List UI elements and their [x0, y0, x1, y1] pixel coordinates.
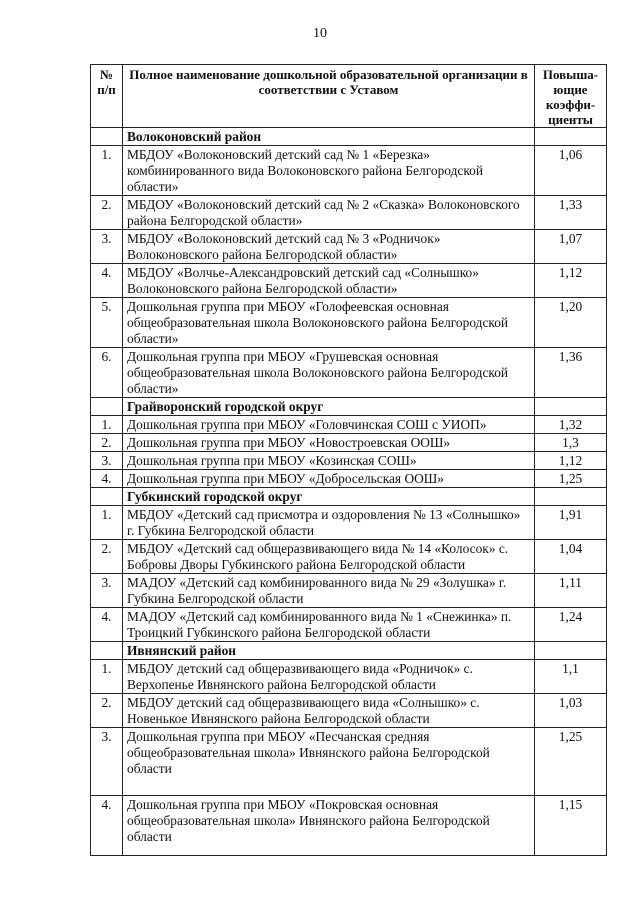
coefficient-value: 1,91	[535, 506, 607, 540]
header-name: Полное наименование дошкольной образовательной организации в соответствии с Уставом	[123, 65, 535, 128]
organization-name: МБДОУ «Детский сад присмотра и оздоровления № 13 «Солнышко» г. Губкина Белгородской области	[123, 506, 535, 540]
section-title: Губкинский городской округ	[123, 488, 535, 506]
row-number: 3.	[91, 728, 123, 796]
organization-name: МБДОУ «Волоконовский детский сад № 3 «Родничок» Волоконовского района Белгородской области»	[123, 230, 535, 264]
table-row	[91, 434, 607, 452]
section-num-cell	[91, 642, 123, 660]
table-row	[91, 506, 607, 540]
organization-name: Дошкольная группа при МБОУ «Новостроевская ООШ»	[123, 434, 535, 452]
table-row	[91, 574, 607, 608]
row-number: 4.	[91, 470, 123, 488]
organization-name: Дошкольная группа при МБОУ «Песчанская средняя общеобразовательная школа» Ивнянского района Белгородской области	[123, 728, 535, 796]
organization-name: МАДОУ «Детский сад комбинированного вида № 29 «Золушка» г. Губкина Белгородской области	[123, 574, 535, 608]
coefficient-value: 1,12	[535, 452, 607, 470]
row-number: 1.	[91, 660, 123, 694]
header-coef: Повыша-ющие коэффи-циенты	[535, 65, 607, 128]
row-number: 2.	[91, 196, 123, 230]
table-header-row	[91, 65, 607, 128]
coefficient-value: 1,25	[535, 470, 607, 488]
table-row	[91, 264, 607, 298]
section-title: Грайворонский городской округ	[123, 398, 535, 416]
coefficient-value: 1,33	[535, 196, 607, 230]
table-row	[91, 298, 607, 348]
organization-name: Дошкольная группа при МБОУ «Головчинская СОШ с УИОП»	[123, 416, 535, 434]
row-number: 3.	[91, 230, 123, 264]
section-row	[91, 488, 607, 506]
table-row	[91, 416, 607, 434]
coefficient-value: 1,20	[535, 298, 607, 348]
row-number: 5.	[91, 298, 123, 348]
table-row	[91, 230, 607, 264]
section-coef-cell	[535, 642, 607, 660]
table-row	[91, 470, 607, 488]
section-title: Ивнянский район	[123, 642, 535, 660]
page-number: 10	[313, 26, 327, 41]
coefficient-value: 1,1	[535, 660, 607, 694]
coefficient-value: 1,06	[535, 146, 607, 196]
coefficient-value: 1,15	[535, 796, 607, 856]
section-coef-cell	[535, 128, 607, 146]
table-row	[91, 694, 607, 728]
section-title: Волоконовский район	[123, 128, 535, 146]
organization-name: Дошкольная группа при МБОУ «Покровская основная общеобразовательная школа» Ивнянского района Белгородской области	[123, 796, 535, 856]
section-row	[91, 128, 607, 146]
section-row	[91, 398, 607, 416]
row-number: 4.	[91, 264, 123, 298]
coefficient-value: 1,24	[535, 608, 607, 642]
coefficient-value: 1,25	[535, 728, 607, 796]
section-num-cell	[91, 128, 123, 146]
organization-name: МАДОУ «Детский сад комбинированного вида № 1 «Снежинка» п. Троицкий Губкинского района Белгородской области	[123, 608, 535, 642]
coefficient-value: 1,07	[535, 230, 607, 264]
row-number: 1.	[91, 416, 123, 434]
table-row	[91, 348, 607, 398]
coefficient-value: 1,32	[535, 416, 607, 434]
section-num-cell	[91, 398, 123, 416]
row-number: 6.	[91, 348, 123, 398]
table-row	[91, 452, 607, 470]
coefficient-value: 1,03	[535, 694, 607, 728]
row-number: 1.	[91, 146, 123, 196]
coefficient-value: 1,11	[535, 574, 607, 608]
section-row	[91, 642, 607, 660]
coefficients-table	[90, 64, 607, 856]
organization-name: МБДОУ «Волоконовский детский сад № 2 «Сказка» Волоконовского района Белгородской области»	[123, 196, 535, 230]
table-row	[91, 660, 607, 694]
section-coef-cell	[535, 488, 607, 506]
coefficient-value: 1,36	[535, 348, 607, 398]
organization-name: МБДОУ детский сад общеразвивающего вида «Родничок» с. Верхопенье Ивнянского района Белгородской области	[123, 660, 535, 694]
organization-name: Дошкольная группа при МБОУ «Грушевская основная общеобразовательная школа Волоконовского района Белгородской области»	[123, 348, 535, 398]
row-number: 4.	[91, 608, 123, 642]
table-row	[91, 540, 607, 574]
table-body	[91, 128, 607, 856]
organization-name: МБДОУ «Волчье-Александровский детский сад «Солнышко» Волоконовского района Белгородской области»	[123, 264, 535, 298]
table-row	[91, 608, 607, 642]
table-row	[91, 146, 607, 196]
organization-name: Дошкольная группа при МБОУ «Голофеевская основная общеобразовательная школа Волоконовского района Белгородской области»	[123, 298, 535, 348]
row-number: 2.	[91, 434, 123, 452]
section-num-cell	[91, 488, 123, 506]
organization-name: МБДОУ «Детский сад общеразвивающего вида № 14 «Колосок» с. Бобровы Дворы Губкинского района Белгородской области	[123, 540, 535, 574]
table-row	[91, 796, 607, 856]
table-row	[91, 728, 607, 796]
row-number: 1.	[91, 506, 123, 540]
section-coef-cell	[535, 398, 607, 416]
coefficient-value: 1,12	[535, 264, 607, 298]
row-number: 3.	[91, 574, 123, 608]
table-row	[91, 196, 607, 230]
coefficient-value: 1,3	[535, 434, 607, 452]
row-number: 4.	[91, 796, 123, 856]
row-number: 2.	[91, 694, 123, 728]
coefficient-value: 1,04	[535, 540, 607, 574]
row-number: 3.	[91, 452, 123, 470]
organization-name: МБДОУ «Волоконовский детский сад № 1 «Березка» комбинированного вида Волоконовского района Белгородской области»	[123, 146, 535, 196]
header-num: № п/п	[91, 65, 123, 128]
organization-name: Дошкольная группа при МБОУ «Козинская СОШ»	[123, 452, 535, 470]
row-number: 2.	[91, 540, 123, 574]
organization-name: МБДОУ детский сад общеразвивающего вида «Солнышко» с. Новенькое Ивнянского района Белгородской области	[123, 694, 535, 728]
organization-name: Дошкольная группа при МБОУ «Добросельская ООШ»	[123, 470, 535, 488]
